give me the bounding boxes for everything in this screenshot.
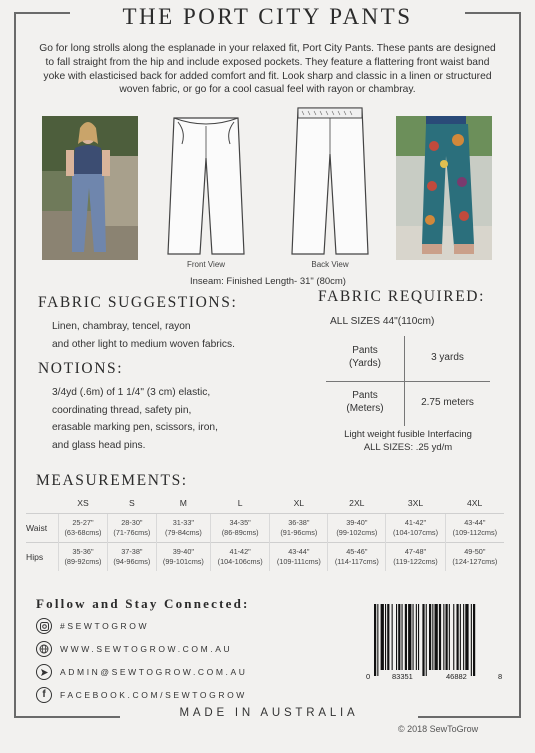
waist-cell xyxy=(386,514,445,543)
barcode-bar xyxy=(387,604,389,670)
page-title: THE PORT CITY PANTS xyxy=(70,2,465,32)
measurements-table xyxy=(26,493,504,571)
hips-cell xyxy=(270,543,328,572)
inch-value: 34-35" xyxy=(229,518,251,527)
notions-heading: NOTIONS: xyxy=(38,360,124,377)
interfacing-line: ALL SIZES: .25 yd/m xyxy=(363,442,453,453)
fabric-suggestions-heading: FABRIC SUGGESTIONS: xyxy=(38,294,238,311)
inch-value: 36-38" xyxy=(288,518,310,527)
barcode-bar xyxy=(418,604,419,670)
hips-cell xyxy=(445,543,504,572)
size-header: XS xyxy=(77,498,89,508)
barcode-bar xyxy=(374,604,376,676)
waist-cell xyxy=(107,514,156,543)
instagram-link[interactable] xyxy=(36,616,149,636)
inch-value: 31-33" xyxy=(172,518,195,527)
barcode-bar xyxy=(446,604,448,670)
fabric-suggestions-line: and other light to medium woven fabrics. xyxy=(52,338,235,350)
barcode-bar xyxy=(471,604,472,676)
fabric-row-value: 3 yards xyxy=(431,352,464,363)
barcode-bar xyxy=(443,604,444,670)
model-photo-pattern xyxy=(396,116,492,260)
hips-cell xyxy=(328,543,386,572)
email-icon xyxy=(36,664,52,680)
size-header: L xyxy=(237,498,243,508)
intro-text: Go for long strolls along the esplanade in your relaxed fit, Port City Pants. These pants are designed to fall straight from the hip and include exposed pockets. They feature a flattering front waist band yoke with elasticised back for added comfort and fit. Look sharp and classic in a linen or structured woven fabric, or go for a cool casual feel with rayon or chambray. xyxy=(39,43,496,96)
cm-value: (124-127cms) xyxy=(452,557,498,566)
barcode-bar xyxy=(377,604,378,676)
barcode xyxy=(366,602,506,684)
waist-cell xyxy=(156,514,210,543)
cm-value: (79-84cms) xyxy=(164,528,202,537)
size-header: 3XL xyxy=(407,498,424,508)
table-divider xyxy=(326,381,490,382)
cm-value: (104-107cms) xyxy=(392,528,438,537)
fabric-row-value: 2.75 meters xyxy=(421,397,474,408)
size-header: M xyxy=(179,498,187,508)
waist-cell xyxy=(270,514,328,543)
inch-value: 28-30" xyxy=(121,518,143,527)
barcode-bar xyxy=(432,604,433,670)
barcode-bar xyxy=(413,604,414,670)
hips-label: Hips xyxy=(26,543,59,572)
barcode-bar xyxy=(460,604,461,670)
instagram-handle: #SEWTOGROW xyxy=(60,621,150,631)
interfacing-line: Light weight fusible Interfacing xyxy=(344,429,472,440)
back-view-label: Back View xyxy=(311,260,349,269)
notions-text xyxy=(52,384,218,454)
fabric-required-heading: FABRIC REQUIRED: xyxy=(318,288,485,305)
all-sizes-width: ALL SIZES 44"(110cm) xyxy=(330,316,435,327)
waist-cell xyxy=(445,514,504,543)
size-header: XL xyxy=(293,498,305,508)
barcode-bar xyxy=(457,604,459,670)
label-line: (Yards) xyxy=(348,358,382,369)
barcode-digit-group: 46882 xyxy=(446,672,467,681)
waist-label: Waist xyxy=(26,514,59,543)
inch-value: 41-42" xyxy=(404,518,427,527)
barcode-bar xyxy=(416,604,417,670)
cm-value: (99-102cms) xyxy=(336,528,378,537)
cm-value: (71-76cms) xyxy=(113,528,151,537)
cm-value: (109-112cms) xyxy=(452,528,498,537)
barcode-bar xyxy=(453,604,454,670)
inch-value: 47-48" xyxy=(404,547,427,556)
cm-value: (109-111cms) xyxy=(276,557,321,566)
inch-value: 49-50" xyxy=(464,547,486,556)
fabric-row-label xyxy=(326,389,404,415)
barcode-bar xyxy=(435,604,438,670)
barcode-bar xyxy=(426,604,427,676)
fabric-row-label xyxy=(326,344,404,370)
barcode-bar xyxy=(398,604,400,670)
front-view-label: Front View xyxy=(186,260,226,269)
label-line: Pants xyxy=(352,345,378,356)
barcode-bar xyxy=(473,604,475,676)
fabric-suggestions-text xyxy=(52,318,235,353)
barcode-digit-group: 0 xyxy=(366,672,371,681)
barcode-bar xyxy=(429,604,431,670)
hips-cell xyxy=(59,543,108,572)
front-view-illustration xyxy=(164,110,248,258)
copyright-text: © 2018 SewToGrow xyxy=(398,724,479,734)
label-line: Pants xyxy=(352,390,378,401)
waist-cell xyxy=(328,514,386,543)
measurements-heading: MEASUREMENTS: xyxy=(36,472,188,489)
barcode-bar xyxy=(392,604,393,670)
hips-row xyxy=(26,543,504,572)
hips-cell xyxy=(107,543,156,572)
notions-line: and glass head pins. xyxy=(52,439,146,451)
cm-value: (91-96cms) xyxy=(280,528,318,537)
cm-value: (63-68cms) xyxy=(64,528,102,537)
facebook-link[interactable] xyxy=(36,685,247,705)
notions-line: 3/4yd (.6m) of 1 1/4" (3 cm) elastic, xyxy=(52,387,211,398)
inch-value: 39-40" xyxy=(346,518,368,527)
globe-icon xyxy=(36,641,52,657)
barcode-bar xyxy=(422,604,424,676)
size-header-row xyxy=(26,493,504,514)
size-header: 4XL xyxy=(466,498,483,508)
back-view-illustration xyxy=(290,102,370,258)
fabric-suggestions-line: Linen, chambray, tencel, rayon xyxy=(52,321,191,332)
cm-value: (89-92cms) xyxy=(64,557,102,566)
hips-cell xyxy=(210,543,269,572)
size-header: S xyxy=(128,498,135,508)
inseam-text: Inseam: Finished Length- 31" (80cm) xyxy=(190,276,346,287)
waist-cell xyxy=(59,514,108,543)
website-url: WWW.SEWTOGROW.COM.AU xyxy=(60,644,233,654)
website-link[interactable] xyxy=(36,639,232,659)
barcode-digit-group: 83351 xyxy=(392,672,413,681)
barcode-bar xyxy=(385,604,386,670)
barcode-bar xyxy=(405,604,407,670)
inch-value: 43-44" xyxy=(288,547,310,556)
follow-heading: Follow and Stay Connected: xyxy=(36,596,250,611)
barcode-bar xyxy=(463,604,464,670)
notions-line: coordinating thread, safety pin, xyxy=(52,404,192,416)
inch-value: 39-40" xyxy=(172,547,195,556)
cm-value: (99-101cms) xyxy=(162,557,204,566)
barcode-bar xyxy=(465,604,468,670)
facebook-url: FACEBOOK.COM/SEWTOGROW xyxy=(60,690,247,700)
barcode-bar xyxy=(402,604,403,670)
barcode-bar xyxy=(449,604,450,670)
inch-value: 25-27" xyxy=(72,518,94,527)
size-header: 2XL xyxy=(349,498,365,508)
hips-cell xyxy=(156,543,210,572)
inch-value: 43-44" xyxy=(464,518,486,527)
inch-value: 35-36" xyxy=(72,547,94,556)
facebook-icon: f xyxy=(36,687,52,703)
cm-value: (94-96cms) xyxy=(113,557,151,566)
inch-value: 37-38" xyxy=(121,547,143,556)
hips-cell xyxy=(386,543,445,572)
corner-cell xyxy=(26,493,59,514)
barcode-bar xyxy=(381,604,384,670)
instagram-icon xyxy=(36,618,52,634)
inch-value: 45-46" xyxy=(346,547,368,556)
fabric-required-table xyxy=(326,336,490,426)
cm-value: (114-117cms) xyxy=(334,557,379,566)
email-link[interactable] xyxy=(36,662,248,682)
notions-line: erasable marking pen, scissors, iron, xyxy=(52,422,218,433)
cm-value: (119-122cms) xyxy=(393,557,438,566)
cm-value: (104-106cms) xyxy=(217,557,263,566)
model-photo-front xyxy=(42,116,138,260)
made-in-text: MADE IN AUSTRALIA xyxy=(120,705,418,721)
barcode-bar xyxy=(396,604,397,670)
waist-cell xyxy=(210,514,269,543)
waist-row xyxy=(26,514,504,543)
barcode-digits xyxy=(366,672,506,684)
cm-value: (86-89cms) xyxy=(221,528,259,537)
barcode-digit-group: 8 xyxy=(498,672,503,681)
interfacing-text xyxy=(320,428,496,454)
label-line: (Meters) xyxy=(346,403,384,414)
barcode-bar xyxy=(408,604,411,670)
barcode-bar xyxy=(439,604,441,670)
email-address: ADMIN@SEWTOGROW.COM.AU xyxy=(60,667,248,677)
inch-value: 41-42" xyxy=(229,547,251,556)
